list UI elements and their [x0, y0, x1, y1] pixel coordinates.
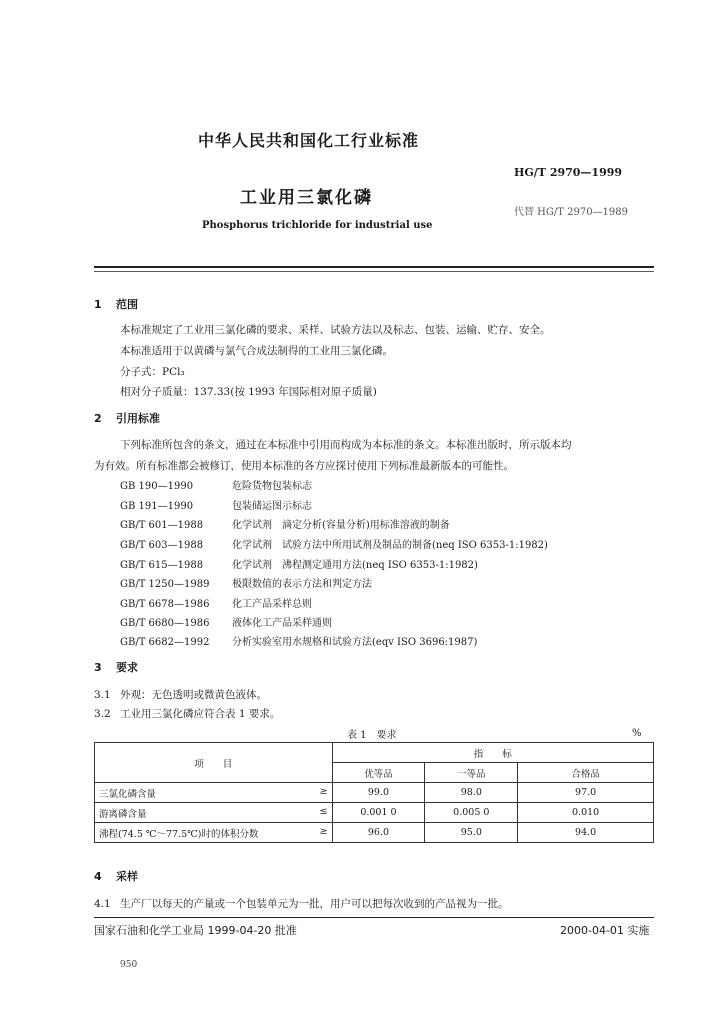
grade-qualified: 合格品 [518, 763, 654, 783]
footer-rule [94, 917, 654, 918]
reference-item: GB/T 601—1988 化学试剂 滴定分析(容量分析)用标准溶液的制备 [120, 520, 450, 531]
document-title: 工业用三氯化磷 [240, 188, 373, 208]
cell-value: 98.0 [425, 783, 518, 803]
header-index: 指 标 [332, 743, 653, 763]
clause-3-1: 3.1 外观：无色透明或微黄色液体。 [94, 689, 267, 701]
approval-note: 国家石油和化学工业局 1999-04-20 批准 [94, 924, 297, 937]
cell-value: 95.0 [425, 823, 518, 843]
row-item: 沸程(74.5 ℃～77.5℃)时的体积分数 ≥ [95, 823, 333, 843]
reference-item: GB/T 1250—1989 极限数值的表示方法和判定方法 [120, 579, 372, 590]
standard-body: 中华人民共和国化工行业标准 [198, 131, 420, 150]
table-title: 表 1 要求 [347, 730, 397, 741]
standard-code: HG/T 2970—1999 [514, 166, 623, 179]
cell-value: 0.005 0 [425, 803, 518, 823]
cell-value: 97.0 [518, 783, 654, 803]
section-3-heading: 3 要求 [94, 661, 138, 674]
cell-value: 0.001 0 [332, 803, 425, 823]
section-2-intro: 为有效。所有标准都会被修订，使用本标准的各方应探讨使用下列标准最新版本的可能性。 [94, 460, 514, 472]
effective-date: 2000-04-01 实施 [560, 924, 650, 937]
replaces-note: 代替 HG/T 2970—1989 [514, 207, 629, 218]
table-unit: % [632, 728, 642, 739]
cell-value: 96.0 [332, 823, 425, 843]
section-1-paragraph: 本标准规定了工业用三氯化磷的要求、采样、试验方法以及标志、包装、运输、贮存、安全。 [120, 324, 551, 336]
row-item: 游离磷含量 ≤ [95, 803, 333, 823]
table-row [95, 803, 654, 823]
molecular-formula: 分子式：PCl₃ [120, 366, 185, 378]
page-number: 950 [120, 960, 138, 970]
table-header-row [95, 743, 654, 763]
reference-item: GB/T 6682—1992 分析实验室用水规格和试验方法(eqv ISO 3696:1987) [120, 637, 478, 648]
reference-item: GB 190—1990 危险货物包装标志 [120, 481, 312, 492]
row-item: 三氯化磷含量 ≥ [95, 783, 333, 803]
grade-premium: 优等品 [332, 763, 425, 783]
molecular-mass: 相对分子质量：137.33(按 1993 年国际相对原子质量) [120, 386, 377, 398]
clause-3-2: 3.2 工业用三氯化磷应符合表 1 要求。 [94, 708, 281, 720]
section-2-heading: 2 引用标准 [94, 412, 160, 425]
header-item: 项 目 [95, 743, 333, 783]
cell-value: 94.0 [518, 823, 654, 843]
reference-item: GB/T 6678—1986 化工产品采样总则 [120, 599, 312, 610]
header-rule [94, 266, 654, 268]
reference-item: GB 191—1990 包装储运图示标志 [120, 501, 312, 512]
cell-value: 99.0 [332, 783, 425, 803]
header-rule-thin [94, 271, 654, 272]
reference-item: GB/T 615—1988 化学试剂 沸程测定通用方法(neq ISO 6353-1:1982) [120, 560, 478, 571]
reference-item: GB/T 603—1988 化学试剂 试验方法中所用试剂及制品的制备(neq ISO 6353-1:1982) [120, 540, 548, 551]
grade-first: 一等品 [425, 763, 518, 783]
clause-4-1: 4.1 生产厂以每天的产量或一个包装单元为一批，用户可以把每次收到的产品视为一批。 [94, 898, 509, 910]
table-row [95, 783, 654, 803]
cell-value: 0.010 [518, 803, 654, 823]
section-4-heading: 4 采样 [94, 870, 138, 883]
section-1-paragraph: 本标准适用于以黄磷与氯气合成法制得的工业用三氯化磷。 [120, 345, 393, 357]
reference-item: GB/T 6680—1986 液体化工产品采样通则 [120, 618, 332, 629]
requirements-table [94, 742, 654, 843]
english-title: Phosphorus trichloride for industrial use [202, 220, 433, 231]
table-row [95, 823, 654, 843]
section-2-intro: 下列标准所包含的条文，通过在本标准中引用而构成为本标准的条文。本标准出版时，所示版本均 [120, 439, 572, 451]
section-1-heading: 1 范围 [94, 298, 138, 311]
